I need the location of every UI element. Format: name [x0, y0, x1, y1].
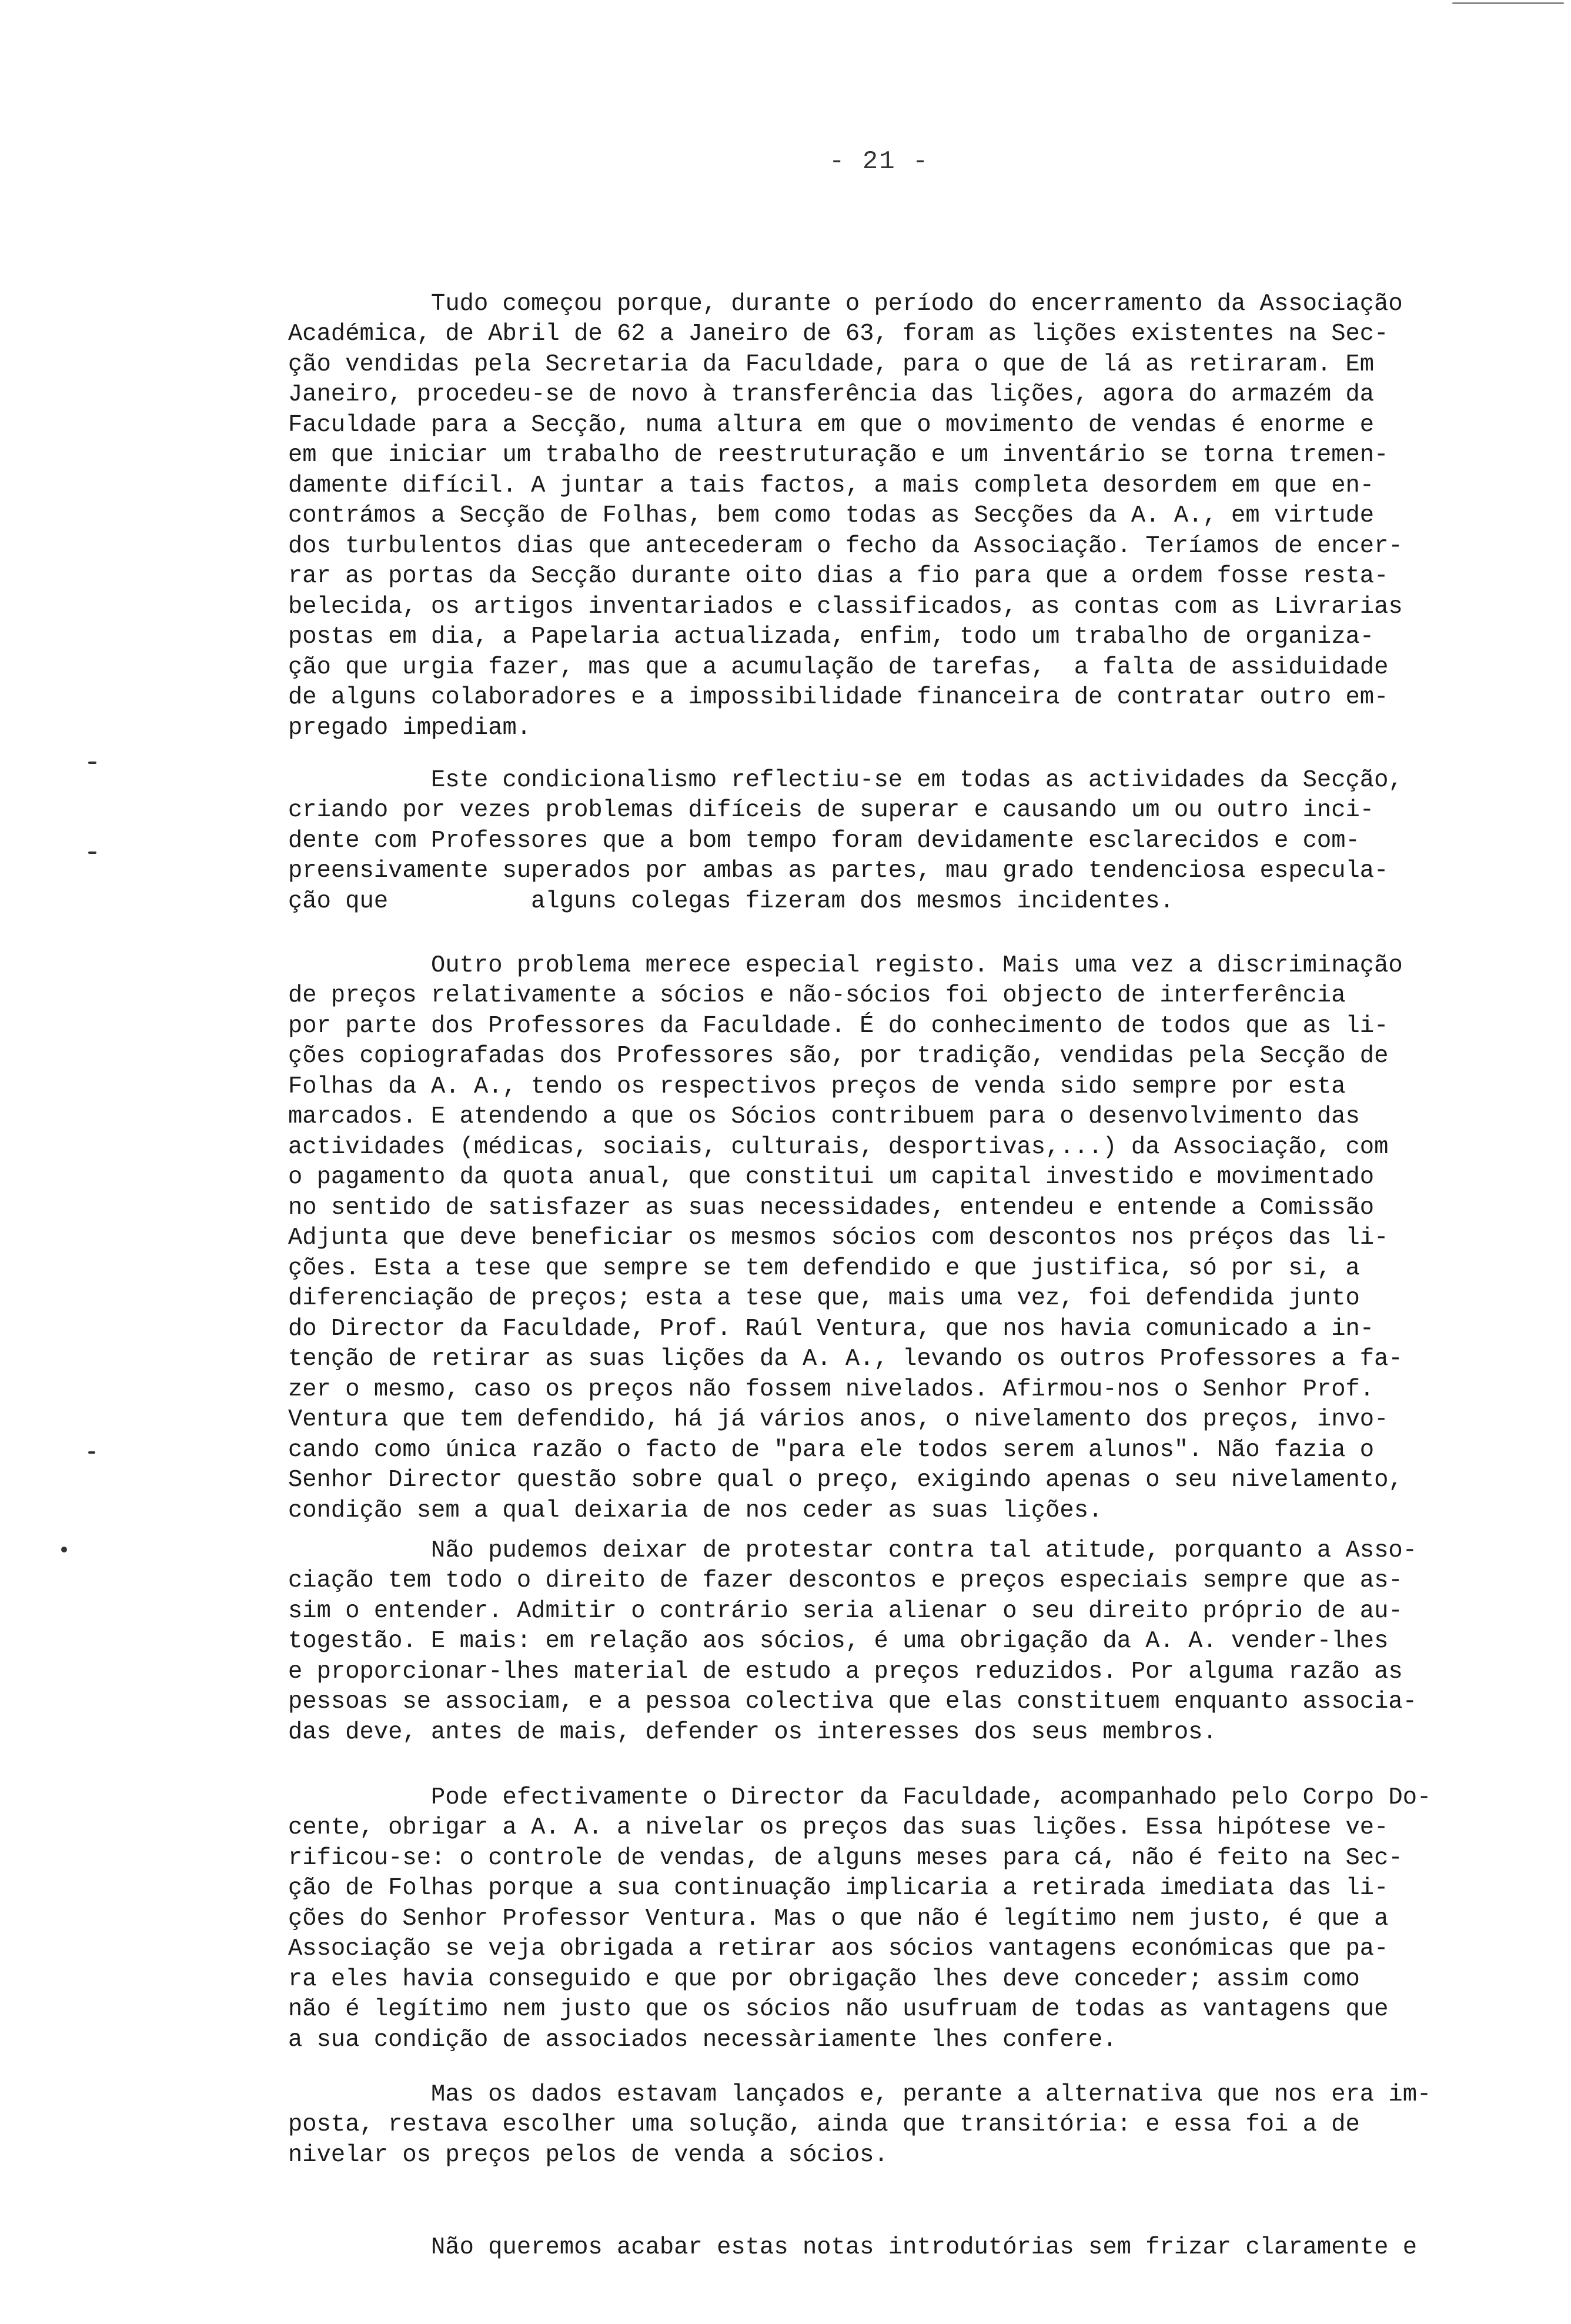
text-line: e proporcionar-lhes material de estudo a preços reduzidos. Por alguma razão as [288, 1658, 1403, 1685]
text-line: cente, obrigar a A. A. a nivelar os preços das suas lições. Essa hipótese ve- [288, 1814, 1389, 1841]
text-line: Ventura que tem defendido, há já vários anos, o nivelamento dos preços, invo- [288, 1406, 1389, 1433]
text-line: não é legítimo nem justo que os sócios não usufruam de todas as vantagens que [288, 1996, 1389, 2023]
margin-mark [88, 762, 96, 764]
text-line: Faculdade para a Secção, numa altura em que o movimento de vendas é enorme e [288, 411, 1375, 439]
text-line: do Director da Faculdade, Prof. Raúl Ventura, que nos havia comunicado a in- [288, 1315, 1375, 1343]
text-line: posta, restava escolher uma solução, ainda que transitória: e essa foi a de [288, 2111, 1360, 2138]
text-line: zer o mesmo, caso os preços não fossem nivelados. Afirmou-nos o Senhor Prof. [288, 1375, 1375, 1403]
text-line: Adjunta que deve beneficiar os mesmos sócios com descontos nos préços das li- [288, 1224, 1389, 1251]
text-line: marcados. E atendendo a que os Sócios contribuem para o desenvolvimento das [288, 1103, 1360, 1130]
text-line: contrámos a Secção de Folhas, bem como todas as Secções da A. A., em virtude [288, 502, 1375, 529]
text-line: dente com Professores que a bom tempo foram devidamente esclarecidos e com- [288, 827, 1360, 854]
top-edge-line [1452, 2, 1564, 4]
text-line: ção de Folhas porque a sua continuação implicaria a retirada imediata das li- [288, 1875, 1389, 1902]
text-line: ção vendidas pela Secretaria da Faculdade, para o que de lá as retiraram. Em [288, 350, 1375, 378]
text-line: Pode efectivamente o Director da Faculdade, acompanhado pelo Corpo Do- [288, 1784, 1432, 1811]
paragraph-1 [288, 259, 1517, 774]
text-line: sim o entender. Admitir o contrário seria alienar o seu direito próprio de au- [288, 1597, 1403, 1625]
text-line: em que iniciar um trabalho de reestruturação e um inventário se torna tremen- [288, 442, 1389, 469]
text-line: ção que urgia fazer, mas que a acumulação de tarefas, a falta de assiduidade [288, 653, 1389, 681]
paragraph-5 [288, 1752, 1517, 2086]
text-line: de alguns colaboradores e a impossibilidade financeira de contratar outro em- [288, 684, 1389, 711]
text-line: ções. Esta a tese que sempre se tem defendido e que justifica, só por si, a [288, 1254, 1360, 1282]
text-line: por parte dos Professores da Faculdade. É do conhecimento de todos que as li- [288, 1012, 1389, 1040]
paragraph-7 [288, 2202, 1517, 2293]
text-line: Não pudemos deixar de protestar contra tal atitude, porquanto a Asso- [288, 1537, 1418, 1564]
text-line: belecida, os artigos inventariados e classificados, as contas com as Livrarias [288, 593, 1403, 620]
text-line: damente difícil. A juntar a tais factos, a mais completa desordem em que en- [288, 472, 1375, 499]
text-line: Não queremos acabar estas notas introdutórias sem frizar claramente e [288, 2233, 1418, 2261]
paragraph-3 [288, 920, 1517, 1557]
text-line: Tudo começou porque, durante o período do encerramento da Associação [288, 290, 1403, 318]
paragraph-6 [288, 2049, 1517, 2201]
paragraph-4 [288, 1505, 1517, 1778]
text-line: rar as portas da Secção durante oito dias a fio para que a ordem fosse resta- [288, 563, 1389, 590]
margin-mark [88, 1451, 95, 1454]
text-line: cando como única razão o facto de "para ele todos serem alunos". Não fazia o [288, 1436, 1375, 1464]
margin-mark [61, 1547, 67, 1552]
text-line: condição sem a qual deixaria de nos ceder as suas lições. [288, 1497, 1103, 1524]
text-line: Senhor Director questão sobre qual o preço, exigindo apenas o seu nivelamento, [288, 1467, 1403, 1494]
text-line: pessoas se associam, e a pessoa colectiva que elas constituem enquanto associa- [288, 1688, 1418, 1715]
text-line: rificou-se: o controle de vendas, de alguns meses para cá, não é feito na Sec- [288, 1844, 1403, 1872]
text-line: Associação se veja obrigada a retirar aos sócios vantagens económicas que pa- [288, 1935, 1389, 1962]
text-line: ções do Senhor Professor Ventura. Mas o que não é legítimo nem justo, é que a [288, 1905, 1389, 1932]
text-line: das deve, antes de mais, defender os interesses dos seus membros. [288, 1718, 1217, 1746]
text-line: ções copiografadas dos Professores são, por tradição, vendidas pela Secção de [288, 1043, 1389, 1070]
text-line: pregado impediam. [288, 714, 532, 742]
paragraph-2 [288, 735, 1517, 947]
text-line: Folhas da A. A., tendo os respectivos preços de venda sido sempre por esta [288, 1073, 1346, 1100]
text-line: no sentido de satisfazer as suas necessidades, entendeu e entende a Comissão [288, 1194, 1375, 1221]
text-line: criando por vezes problemas difíceis de superar e causando um ou outro inci- [288, 797, 1375, 824]
margin-mark [88, 852, 96, 854]
text-line: tenção de retirar as suas lições da A. A., levando os outros Professores a fa- [288, 1345, 1403, 1373]
text-line: de preços relativamente a sócios e não-sócios foi objecto de interferência [288, 982, 1346, 1009]
text-line: ção que alguns colegas fizeram dos mesmos incidentes. [288, 887, 1174, 915]
text-line: Mas os dados estavam lançados e, perante a alternativa que nos era im- [288, 2081, 1432, 2108]
text-line: Este condicionalismo reflectiu-se em todas as actividades da Secção, [288, 766, 1403, 794]
text-line: Outro problema merece especial registo. Mais uma vez a discriminação [288, 951, 1403, 979]
text-line: ra eles havia conseguido e que por obrigação lhes deve conceder; assim como [288, 1965, 1360, 1993]
page-number: - 21 - [829, 147, 930, 176]
text-line: preensivamente superados por ambas as partes, mau grado tendenciosa especula- [288, 857, 1389, 884]
text-line: o pagamento da quota anual, que constitui um capital investido e movimentado [288, 1164, 1375, 1191]
text-line: dos turbulentos dias que antecederam o fecho da Associação. Teríamos de encer- [288, 532, 1403, 560]
text-line: nivelar os preços pelos de venda a sócios. [288, 2141, 888, 2169]
text-line: togestão. E mais: em relação aos sócios, é uma obrigação da A. A. vender-lhes [288, 1628, 1389, 1655]
text-line: diferenciação de preços; esta a tese que, mais uma vez, foi defendida junto [288, 1285, 1360, 1312]
text-line: Académica, de Abril de 62 a Janeiro de 63, foram as lições existentes na Sec- [288, 320, 1389, 348]
text-line: Janeiro, procedeu-se de novo à transferência das lições, agora do armazém da [288, 381, 1375, 408]
text-line: postas em dia, a Papelaria actualizada, enfim, todo um trabalho de organiza- [288, 623, 1375, 650]
text-line: a sua condição de associados necessàriamente lhes confere. [288, 2026, 1117, 2053]
text-line: ciação tem todo o direito de fazer descontos e preços especiais sempre que as- [288, 1567, 1403, 1594]
text-line: actividades (médicas, sociais, culturais, desportivas,...) da Associação, com [288, 1133, 1389, 1161]
